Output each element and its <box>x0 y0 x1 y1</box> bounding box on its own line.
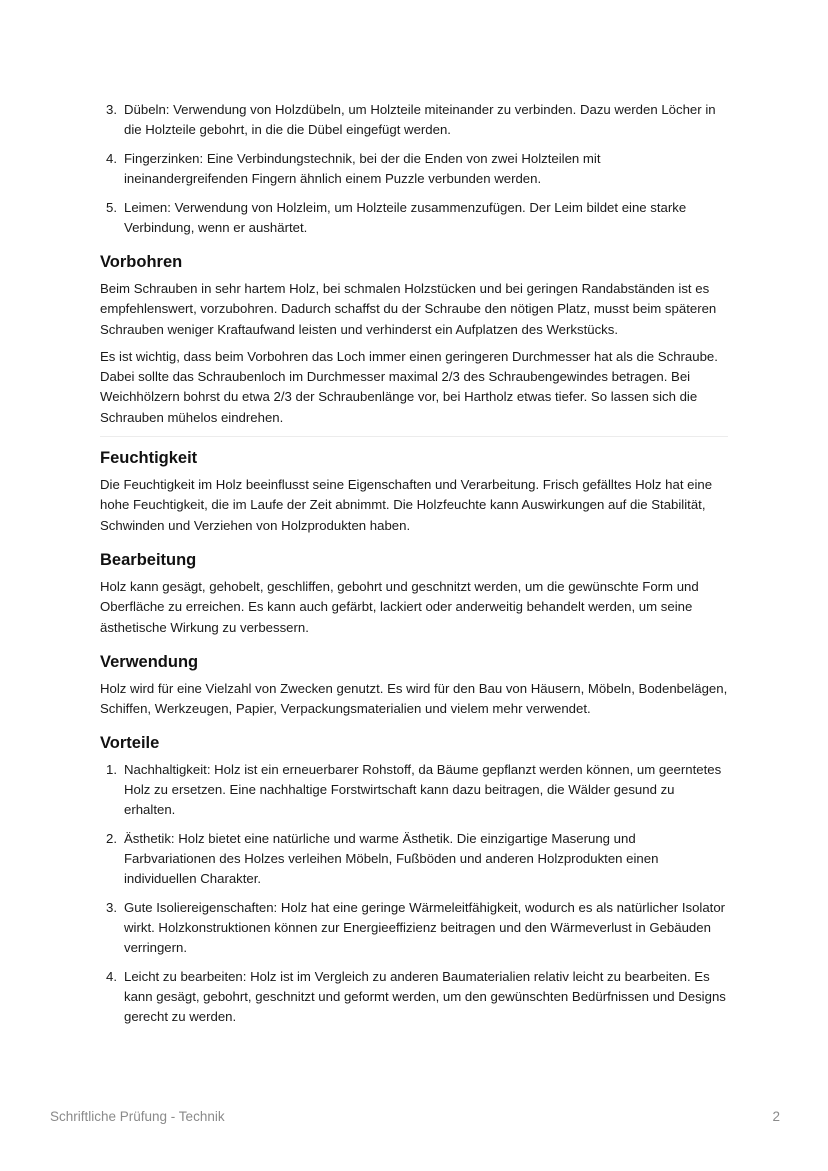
list-number: 3. <box>106 102 117 117</box>
list-text: Dübeln: Verwendung von Holzdübeln, um Holzteile miteinander zu verbinden. Dazu werden Löcher in die Holzteile gebohrt, in die die Dübel eingefügt werden. <box>124 102 716 137</box>
section-vorbohren <box>100 251 728 428</box>
section-heading: Bearbeitung <box>100 550 197 569</box>
list-number: 3. <box>106 900 117 916</box>
list-text: Nachhaltigkeit: Holz ist ein erneuerbarer Rohstoff, da Bäume gepflanzt werden können, um geerntetes Holz zu ersetzen. Eine nachhaltige Forstwirtschaft kann dazu beitragen, die Wälder gesund zu erhalten. <box>124 762 722 818</box>
page-content <box>100 100 728 1036</box>
list-text: Leicht zu bearbeiten: Holz ist im Vergleich zu anderen Baumaterialien relativ leicht zu bearbeiten. Es kann gesägt, gebohrt, geschnitzt und geformt werden, um den gewünschten Bedürfnissen und Designs gerecht zu werden. <box>124 969 726 1025</box>
list-text: Ästhetik: Holz bietet eine natürliche und warme Ästhetik. Die einzigartige Maserung und Farbvariationen des Holzes verleihen Möbeln, Fußböden und anderen Holzprodukten einen individuellen Charakter. <box>124 831 659 887</box>
paragraph: Holz wird für eine Vielzahl von Zwecken genutzt. Es wird für den Bau von Häusern, Möbeln, Bodenbelägen, Schiffen, Werkzeugen, Papier, Verpackungsmaterialien und vielem mehr verwendet. <box>100 680 728 717</box>
list-item <box>100 198 728 238</box>
section-bearbeitung <box>100 549 728 638</box>
list-number: 1. <box>106 762 117 778</box>
section-heading: Verwendung <box>100 652 199 671</box>
list-number: 5. <box>106 200 117 215</box>
section-verwendung <box>100 651 728 720</box>
section-heading: Feuchtigkeit <box>100 449 198 468</box>
list-text: Fingerzinken: Eine Verbindungstechnik, bei der die Enden von zwei Holzteilen mit ineinandergreifenden Fingern ähnlich einem Puzzle verbunden werden. <box>124 151 601 186</box>
paragraph: Holz kann gesägt, gehobelt, geschliffen, gebohrt und geschnitzt werden, um die gewünschte Form und Oberfläche zu erreichen. Es kann auch gefärbt, lackiert oder anderweitig behandelt werden, um seine ästhetische Wirkung zu verbessern. <box>100 578 699 635</box>
section-feuchtigkeit <box>100 447 728 536</box>
list-item <box>100 149 728 189</box>
section-vorteile <box>100 732 728 1027</box>
list-item <box>100 898 728 958</box>
list-text: Gute Isoliereigenschaften: Holz hat eine geringe Wärmeleitfähigkeit, wodurch es als natürlicher Isolator wirkt. Holzkonstruktionen können zur Energieeffizienz beitragen und den Wärmeverlust in Gebäuden verringern. <box>124 900 726 956</box>
section-heading: Vorbohren <box>100 253 183 271</box>
joining-methods-list <box>100 100 728 238</box>
page-number: 2 <box>772 1109 780 1124</box>
list-number: 2. <box>106 831 117 847</box>
list-item <box>100 760 728 820</box>
paragraph: Die Feuchtigkeit im Holz beeinflusst seine Eigenschaften und Verarbeitung. Frisch gefälltes Holz hat eine hohe Feuchtigkeit, die im Laufe der Zeit abnimmt. Die Holzfeuchte kann Auswirkungen auf die Stabilität, Schwinden und Verziehen von Holzprodukten haben. <box>100 477 713 533</box>
list-item <box>100 829 728 889</box>
paragraph: Es ist wichtig, dass beim Vorbohren das Loch immer einen geringeren Durchmesser hat als die Schraube. Dabei sollte das Schraubenloch im Durchmesser maximal 2/3 des Schraubengewindes betragen. Bei Weichhölzern bohrst du etwa 2/3 der Schraubenlänge vor, bei Hartholz etwas tiefer. So lassen sich die Schrauben mühelos eindrehen. <box>100 348 718 425</box>
paragraph: Beim Schrauben in sehr hartem Holz, bei schmalen Holzstücken und bei geringen Randabständen ist es empfehlenswert, vorzubohren. Dadurch schaffst du der Schraube den nötigen Platz, musst beim späteren Schrauben weniger Kraftaufwand leisten und verhinderst ein Aufplatzen des Werkstücks. <box>100 281 717 337</box>
divider <box>100 436 728 437</box>
list-text: Leimen: Verwendung von Holzleim, um Holzteile zusammenzufügen. Der Leim bildet eine starke Verbindung, wenn er aushärtet. <box>124 200 687 235</box>
list-item <box>100 967 728 1027</box>
list-number: 4. <box>106 969 117 985</box>
list-number: 4. <box>106 151 117 166</box>
advantages-list <box>100 760 728 1027</box>
footer-title: Schriftliche Prüfung - Technik <box>50 1109 225 1124</box>
section-heading: Vorteile <box>100 734 160 753</box>
list-item <box>100 100 728 140</box>
